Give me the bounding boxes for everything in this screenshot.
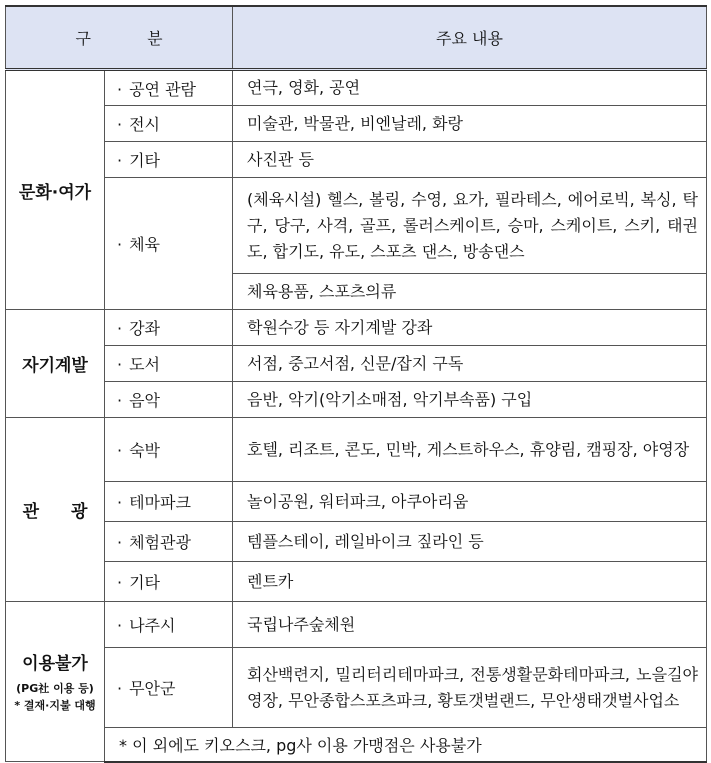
subcategory-cell xyxy=(105,178,233,310)
note-cell: * 이 외에도 키오스크, pg사 이용 가맹점은 사용불가 xyxy=(105,728,707,762)
table-row xyxy=(6,178,707,274)
subcategory-cell xyxy=(105,648,233,728)
content-cell: 호텔, 리조트, 콘도, 민박, 게스트하우스, 휴양림, 캠핑장, 야영장 xyxy=(233,418,707,482)
bullet: · xyxy=(117,616,123,635)
header-category-a: 구 xyxy=(75,29,91,48)
table-row xyxy=(6,310,707,346)
category-unavailable-note2: * 결재·지불 대행 xyxy=(14,699,96,712)
category-self-dev: 자기계발 xyxy=(6,310,105,418)
document-page xyxy=(5,5,707,763)
table-row xyxy=(6,522,707,562)
subcategory-label: 체험관광 xyxy=(129,533,191,552)
bullet: · xyxy=(117,441,123,460)
subcategory-label: 음악 xyxy=(129,391,161,410)
content-cell: 학원수강 등 자기계발 강좌 xyxy=(233,310,707,346)
subcategory-label: 숙박 xyxy=(129,441,161,460)
subcategory-cell xyxy=(105,522,233,562)
table-row xyxy=(6,142,707,178)
category-culture: 문화·여가 xyxy=(6,70,105,310)
subcategory-cell xyxy=(105,346,233,382)
subcategory-label: 강좌 xyxy=(129,319,161,338)
table-row xyxy=(6,648,707,728)
table-row xyxy=(6,728,707,762)
subcategory-label: 테마파크 xyxy=(129,493,191,512)
category-unavailable xyxy=(6,602,105,762)
table-row xyxy=(6,562,707,602)
subcategory-cell xyxy=(105,418,233,482)
table-row xyxy=(6,602,707,648)
bullet: · xyxy=(117,355,123,374)
bullet: · xyxy=(117,235,123,254)
content-cell: 연극, 영화, 공연 xyxy=(233,70,707,106)
bullet: · xyxy=(117,319,123,338)
header-category-b: 분 xyxy=(147,29,163,48)
bullet: · xyxy=(117,679,123,698)
content-cell: 사진관 등 xyxy=(233,142,707,178)
header-category xyxy=(6,6,233,70)
content-cell: 미술관, 박물관, 비엔날레, 화랑 xyxy=(233,106,707,142)
content-cell: 체육용품, 스포츠의류 xyxy=(233,274,707,310)
subcategory-cell xyxy=(105,106,233,142)
content-cell: 회산백련지, 밀리터리테마파크, 전통생활문화테마파크, 노을길야영장, 무안종합스포츠파크, 황토갯벌랜드, 무안생태갯벌사업소 xyxy=(233,648,707,728)
subcategory-cell xyxy=(105,142,233,178)
category-tourism-a: 관 xyxy=(22,502,39,522)
bullet: · xyxy=(117,79,123,99)
table-row xyxy=(6,482,707,522)
bullet: · xyxy=(117,493,123,512)
category-tourism xyxy=(6,418,105,602)
subcategory-label: 무안군 xyxy=(129,679,176,698)
table-header-row xyxy=(6,6,707,70)
subcategory-cell xyxy=(105,482,233,522)
subcategory-cell xyxy=(105,562,233,602)
category-unavailable-note1: (PG社 이용 등) xyxy=(16,682,94,695)
subcategory-label: 전시 xyxy=(129,115,161,134)
content-cell: 놀이공원, 워터파크, 아쿠아리움 xyxy=(233,482,707,522)
category-unavailable-label: 이용불가 xyxy=(22,654,88,674)
bullet: · xyxy=(117,573,123,592)
subcategory-label: 기타 xyxy=(129,573,161,592)
subcategory-label: 도서 xyxy=(129,355,161,374)
subcategory-label: 나주시 xyxy=(129,616,176,635)
table-row xyxy=(6,70,707,106)
content-cell: (체육시설) 헬스, 볼링, 수영, 요가, 필라테스, 에어로빅, 복싱, 탁구, 당구, 사격, 골프, 롤러스케이트, 승마, 스케이트, 스키, 태권도, 합기도, 유도, 스포츠 댄스, 방송댄스 xyxy=(233,178,707,274)
bullet: · xyxy=(117,151,123,170)
subcategory-label: 체육 xyxy=(129,235,161,254)
header-content: 주요 내용 xyxy=(233,6,707,70)
subcategory-label: 공연 관람 xyxy=(129,79,197,99)
content-cell: 서점, 중고서점, 신문/잡지 구독 xyxy=(233,346,707,382)
usage-table xyxy=(5,5,707,763)
table-row xyxy=(6,346,707,382)
content-cell: 렌트카 xyxy=(233,562,707,602)
content-cell: 국립나주숲체원 xyxy=(233,602,707,648)
subcategory-cell xyxy=(105,310,233,346)
content-cell: 템플스테이, 레일바이크 짚라인 등 xyxy=(233,522,707,562)
bullet: · xyxy=(117,533,123,552)
subcategory-label: 기타 xyxy=(129,151,161,170)
table-row xyxy=(6,106,707,142)
bullet: · xyxy=(117,391,123,410)
subcategory-cell xyxy=(105,382,233,418)
subcategory-cell xyxy=(105,602,233,648)
content-cell: 음반, 악기(악기소매점, 악기부속품) 구입 xyxy=(233,382,707,418)
subcategory-cell xyxy=(105,70,233,106)
table-row xyxy=(6,382,707,418)
table-row xyxy=(6,418,707,482)
category-tourism-b: 광 xyxy=(71,502,88,522)
bullet: · xyxy=(117,115,123,134)
